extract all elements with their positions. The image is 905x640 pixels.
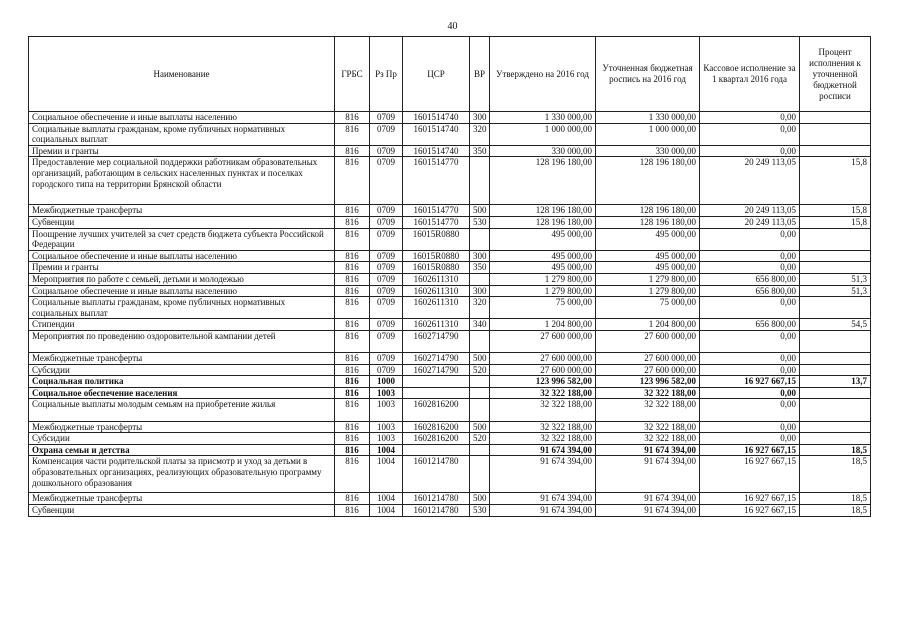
cell-csr: 1601514770 [403,205,470,217]
cell-rzpr: 0709 [370,273,403,285]
cell-approved: 495 000,00 [490,228,596,250]
table-row [29,205,871,217]
cell-vr: 350 [470,145,490,157]
table-row [29,285,871,297]
cell-percent: 13,7 [800,376,871,388]
cell-vr: 500 [470,493,490,505]
cell-refined: 32 322 188,00 [596,399,700,421]
cell-approved: 330 000,00 [490,145,596,157]
table-row [29,262,871,274]
cell-refined: 91 674 394,00 [596,444,700,456]
cell-vr: 320 [470,297,490,319]
cell-vr: 500 [470,205,490,217]
cell-csr [403,376,470,388]
cell-csr: 1602611310 [403,285,470,297]
cell-vr [470,387,490,399]
table-row [29,216,871,228]
cell-csr: 1601214780 [403,505,470,517]
cell-name: Субсидии [29,364,335,376]
table-row [29,505,871,517]
cell-vr: 320 [470,123,490,145]
cell-name: Поощрение лучших учителей за счет средств бюджета субъекта Российской Федерации [29,228,335,250]
cell-csr: 1601214780 [403,493,470,505]
cell-csr: 1602611310 [403,273,470,285]
header-grbs: ГРБС [335,37,370,112]
cell-approved: 27 600 000,00 [490,330,596,352]
cell-percent [800,353,871,365]
cell-grbs: 816 [335,157,370,205]
cell-name: Премии и гранты [29,145,335,157]
cell-grbs: 816 [335,216,370,228]
table-row [29,444,871,456]
cell-rzpr: 0709 [370,216,403,228]
cell-rzpr: 1003 [370,399,403,421]
header-csr: ЦСР [403,37,470,112]
cell-grbs: 816 [335,456,370,493]
cell-grbs: 816 [335,319,370,331]
cell-approved: 1 000 000,00 [490,123,596,145]
cell-refined: 27 600 000,00 [596,353,700,365]
cell-vr [470,399,490,421]
cell-rzpr: 0709 [370,353,403,365]
cell-refined: 128 196 180,00 [596,157,700,205]
cell-vr: 520 [470,364,490,376]
cell-percent: 18,5 [800,505,871,517]
table-row [29,112,871,124]
cell-approved: 32 322 188,00 [490,433,596,445]
cell-vr: 300 [470,285,490,297]
cell-name: Премии и гранты [29,262,335,274]
table-body [29,112,871,517]
cell-name: Охрана семьи и детства [29,444,335,456]
cell-percent [800,297,871,319]
cell-rzpr: 0709 [370,112,403,124]
cell-percent [800,123,871,145]
cell-grbs: 816 [335,262,370,274]
cell-vr [470,157,490,205]
cell-name: Мероприятия по работе с семьей, детьми и молодежью [29,273,335,285]
cell-rzpr: 1003 [370,387,403,399]
table-row [29,387,871,399]
cell-percent [800,364,871,376]
cell-rzpr: 1003 [370,421,403,433]
cell-refined: 1 330 000,00 [596,112,700,124]
cell-grbs: 816 [335,112,370,124]
cell-percent [800,421,871,433]
cell-csr: 1601514770 [403,157,470,205]
cell-grbs: 816 [335,330,370,352]
cell-cash: 0,00 [700,112,800,124]
cell-cash: 0,00 [700,330,800,352]
header-percent: Процент исполнения к уточненной бюджетной росписи [800,37,871,112]
cell-vr: 500 [470,421,490,433]
cell-cash: 16 927 667,15 [700,444,800,456]
table-row [29,493,871,505]
cell-refined: 330 000,00 [596,145,700,157]
cell-vr: 520 [470,433,490,445]
cell-percent: 15,8 [800,157,871,205]
cell-percent: 15,8 [800,216,871,228]
cell-cash: 20 249 113,05 [700,157,800,205]
cell-rzpr: 1003 [370,433,403,445]
cell-rzpr: 1000 [370,376,403,388]
cell-cash: 0,00 [700,364,800,376]
cell-refined: 27 600 000,00 [596,364,700,376]
cell-vr [470,376,490,388]
cell-csr: 16015R0880 [403,262,470,274]
cell-refined: 75 000,00 [596,297,700,319]
cell-csr: 1601514770 [403,216,470,228]
cell-csr: 16015R0880 [403,228,470,250]
cell-name: Социальное обеспечение и иные выплаты населению [29,112,335,124]
cell-vr [470,456,490,493]
cell-grbs: 816 [335,387,370,399]
cell-name: Социальное обеспечение и иные выплаты населению [29,285,335,297]
cell-name: Межбюджетные трансферты [29,353,335,365]
cell-csr: 1601514740 [403,112,470,124]
cell-rzpr: 0709 [370,250,403,262]
cell-percent: 51,3 [800,273,871,285]
cell-vr: 300 [470,112,490,124]
cell-rzpr: 1004 [370,456,403,493]
header-name: Наименование [29,37,335,112]
cell-refined: 495 000,00 [596,250,700,262]
cell-approved: 128 196 180,00 [490,157,596,205]
cell-cash: 656 800,00 [700,273,800,285]
cell-cash: 0,00 [700,353,800,365]
cell-approved: 91 674 394,00 [490,505,596,517]
cell-csr [403,387,470,399]
cell-refined: 495 000,00 [596,262,700,274]
cell-approved: 123 996 582,00 [490,376,596,388]
cell-approved: 128 196 180,00 [490,205,596,217]
table-row [29,157,871,205]
cell-percent: 51,3 [800,285,871,297]
cell-csr: 1601514740 [403,145,470,157]
cell-rzpr: 0709 [370,262,403,274]
cell-cash: 656 800,00 [700,319,800,331]
cell-vr [470,273,490,285]
cell-cash: 16 927 667,15 [700,505,800,517]
cell-grbs: 816 [335,285,370,297]
cell-percent [800,112,871,124]
cell-rzpr: 0709 [370,228,403,250]
cell-cash: 0,00 [700,123,800,145]
cell-cash: 20 249 113,05 [700,205,800,217]
cell-refined: 123 996 582,00 [596,376,700,388]
cell-vr: 300 [470,250,490,262]
cell-csr: 1602714790 [403,364,470,376]
cell-name: Субвенции [29,505,335,517]
table-row [29,273,871,285]
cell-rzpr: 1004 [370,505,403,517]
cell-cash: 656 800,00 [700,285,800,297]
cell-grbs: 816 [335,399,370,421]
cell-approved: 32 322 188,00 [490,387,596,399]
cell-approved: 1 330 000,00 [490,112,596,124]
cell-grbs: 816 [335,493,370,505]
cell-percent [800,399,871,421]
cell-percent [800,250,871,262]
cell-name: Социальное обеспечение населения [29,387,335,399]
cell-refined: 27 600 000,00 [596,330,700,352]
table-row [29,123,871,145]
cell-name: Мероприятия по проведению оздоровительной кампании детей [29,330,335,352]
cell-cash: 20 249 113,05 [700,216,800,228]
cell-grbs: 816 [335,123,370,145]
cell-csr: 1601514740 [403,123,470,145]
table-row [29,376,871,388]
cell-csr: 1602816200 [403,433,470,445]
cell-name: Социальная политика [29,376,335,388]
cell-rzpr: 0709 [370,364,403,376]
cell-cash: 0,00 [700,297,800,319]
cell-cash: 0,00 [700,399,800,421]
table-row [29,297,871,319]
cell-grbs: 816 [335,376,370,388]
cell-name: Социальные выплаты молодым семьям на приобретение жилья [29,399,335,421]
cell-csr: 1602611310 [403,297,470,319]
cell-cash: 0,00 [700,250,800,262]
cell-approved: 91 674 394,00 [490,456,596,493]
header-rzpr: Рз Пр [370,37,403,112]
cell-refined: 32 322 188,00 [596,387,700,399]
cell-csr: 1602611310 [403,319,470,331]
cell-grbs: 816 [335,444,370,456]
cell-vr: 340 [470,319,490,331]
table-row [29,364,871,376]
cell-cash: 16 927 667,15 [700,493,800,505]
cell-name: Межбюджетные трансферты [29,205,335,217]
cell-grbs: 816 [335,353,370,365]
cell-grbs: 816 [335,505,370,517]
cell-cash: 0,00 [700,145,800,157]
cell-grbs: 816 [335,421,370,433]
cell-csr: 1602816200 [403,421,470,433]
cell-approved: 91 674 394,00 [490,493,596,505]
cell-approved: 91 674 394,00 [490,444,596,456]
cell-refined: 1 204 800,00 [596,319,700,331]
cell-approved: 1 279 800,00 [490,285,596,297]
table-row [29,399,871,421]
cell-rzpr: 1004 [370,444,403,456]
cell-rzpr: 0709 [370,319,403,331]
cell-percent [800,228,871,250]
cell-percent [800,330,871,352]
cell-percent [800,145,871,157]
cell-grbs: 816 [335,297,370,319]
cell-name: Субсидии [29,433,335,445]
cell-csr: 16015R0880 [403,250,470,262]
cell-approved: 1 279 800,00 [490,273,596,285]
cell-cash: 0,00 [700,387,800,399]
table-row [29,319,871,331]
cell-rzpr: 0709 [370,157,403,205]
cell-vr [470,330,490,352]
cell-percent [800,387,871,399]
cell-grbs: 816 [335,228,370,250]
cell-refined: 1 279 800,00 [596,273,700,285]
table-row [29,456,871,493]
table-row [29,145,871,157]
cell-percent: 18,5 [800,444,871,456]
cell-rzpr: 0709 [370,297,403,319]
cell-name: Социальные выплаты гражданам, кроме публичных нормативных социальных выплат [29,297,335,319]
cell-rzpr: 0709 [370,285,403,297]
cell-refined: 128 196 180,00 [596,205,700,217]
cell-refined: 128 196 180,00 [596,216,700,228]
cell-rzpr: 0709 [370,123,403,145]
cell-approved: 32 322 188,00 [490,399,596,421]
cell-approved: 32 322 188,00 [490,421,596,433]
cell-csr: 1602714790 [403,353,470,365]
cell-percent: 18,5 [800,456,871,493]
cell-name: Предоставление мер социальной поддержки работникам образовательных организаций, работающим в сельских населенных пунктах и поселках городского типа на территории Брянской области [29,157,335,205]
budget-table [28,36,871,517]
header-cash: Кассовое исполнение за 1 квартал 2016 года [700,37,800,112]
cell-approved: 495 000,00 [490,250,596,262]
cell-vr: 530 [470,216,490,228]
cell-cash: 0,00 [700,433,800,445]
cell-rzpr: 0709 [370,205,403,217]
cell-approved: 1 204 800,00 [490,319,596,331]
table-row [29,330,871,352]
cell-cash: 16 927 667,15 [700,456,800,493]
cell-cash: 0,00 [700,262,800,274]
cell-csr: 1601214780 [403,456,470,493]
cell-cash: 0,00 [700,421,800,433]
header-refined: Уточненная бюджетная роспись на 2016 год [596,37,700,112]
cell-grbs: 816 [335,145,370,157]
page-number: 40 [447,21,458,32]
table-row [29,421,871,433]
cell-grbs: 816 [335,273,370,285]
table-row [29,353,871,365]
cell-approved: 75 000,00 [490,297,596,319]
cell-name: Социальные выплаты гражданам, кроме публичных нормативных социальных выплат [29,123,335,145]
cell-vr [470,444,490,456]
cell-name: Социальное обеспечение и иные выплаты населению [29,250,335,262]
cell-refined: 32 322 188,00 [596,421,700,433]
cell-refined: 1 279 800,00 [596,285,700,297]
table-header-row [29,37,871,112]
header-vr: ВР [470,37,490,112]
cell-percent [800,262,871,274]
cell-grbs: 816 [335,205,370,217]
table-row [29,250,871,262]
cell-rzpr: 0709 [370,145,403,157]
cell-cash: 16 927 667,15 [700,376,800,388]
cell-name: Субвенции [29,216,335,228]
cell-percent [800,433,871,445]
cell-grbs: 816 [335,433,370,445]
cell-rzpr: 1004 [370,493,403,505]
cell-percent: 54,5 [800,319,871,331]
table-row [29,228,871,250]
cell-percent: 15,8 [800,205,871,217]
cell-approved: 128 196 180,00 [490,216,596,228]
cell-vr: 530 [470,505,490,517]
cell-refined: 32 322 188,00 [596,433,700,445]
cell-csr [403,444,470,456]
cell-percent: 18,5 [800,493,871,505]
cell-vr [470,228,490,250]
cell-vr: 500 [470,353,490,365]
cell-approved: 495 000,00 [490,262,596,274]
cell-csr: 1602816200 [403,399,470,421]
header-approved: Утверждено на 2016 год [490,37,596,112]
cell-name: Стипендии [29,319,335,331]
cell-name: Межбюджетные трансферты [29,493,335,505]
cell-csr: 1602714790 [403,330,470,352]
cell-refined: 1 000 000,00 [596,123,700,145]
table-row [29,433,871,445]
cell-cash: 0,00 [700,228,800,250]
cell-refined: 91 674 394,00 [596,493,700,505]
cell-grbs: 816 [335,364,370,376]
cell-rzpr: 0709 [370,330,403,352]
cell-refined: 91 674 394,00 [596,505,700,517]
cell-name: Компенсация части родительской платы за присмотр и уход за детьми в образовательных организациях, реализующих образовательную программу дошкольного образования [29,456,335,493]
cell-refined: 91 674 394,00 [596,456,700,493]
cell-approved: 27 600 000,00 [490,364,596,376]
cell-grbs: 816 [335,250,370,262]
cell-approved: 27 600 000,00 [490,353,596,365]
cell-name: Межбюджетные трансферты [29,421,335,433]
cell-vr: 350 [470,262,490,274]
cell-refined: 495 000,00 [596,228,700,250]
